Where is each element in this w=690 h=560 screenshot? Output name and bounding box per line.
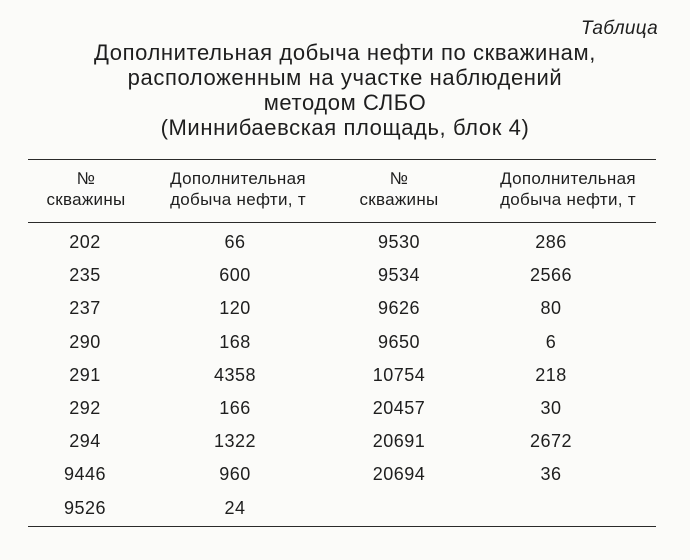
title-line: методом СЛБО: [263, 90, 427, 115]
table-cell: 294: [69, 431, 101, 452]
table-cell: 960: [219, 464, 251, 485]
table-cell: 292: [69, 397, 101, 418]
table-cell: 9446: [63, 464, 107, 485]
table-cell: 2566: [529, 265, 573, 286]
table-cell: 30: [540, 397, 562, 418]
table-cell: 80: [540, 298, 562, 319]
table-cell: 290: [69, 331, 101, 352]
header-extra-oil-right: Дополнительная добыча нефти, т: [500, 169, 636, 209]
table-cell: 24: [224, 497, 246, 518]
table-cell: 237: [69, 298, 101, 319]
table-cell: 168: [219, 331, 251, 352]
table-cell: 286: [535, 232, 567, 252]
table-cell: 9530: [377, 232, 421, 252]
table-cell: 166: [219, 397, 251, 418]
table-cell: 10754: [372, 364, 426, 385]
table-title: [0, 40, 690, 140]
column-well-number-right: [340, 226, 458, 492]
column-extra-oil-left: [180, 226, 290, 525]
table-cell: 4358: [213, 364, 257, 385]
table-cell: 2672: [529, 431, 573, 452]
title-line: (Миннибаевская площадь, блок 4): [160, 115, 530, 140]
table-top-rule: [28, 159, 656, 160]
table-cell: 9626: [377, 298, 421, 319]
table-cell: 1322: [213, 431, 257, 452]
table-cell: 36: [540, 464, 562, 485]
title-line: расположенным на участке наблюдений: [127, 65, 563, 90]
table-cell: 291: [69, 364, 101, 385]
table-header-rule: [28, 222, 656, 223]
column-extra-oil-right: [496, 226, 606, 492]
table-cell: 9526: [63, 497, 107, 518]
header-well-number-right: № скважины: [359, 169, 439, 209]
table-cell: 600: [219, 265, 251, 286]
table-cell: 235: [69, 265, 101, 286]
table-cell: 20457: [372, 397, 426, 418]
header-well-number-left: № скважины: [46, 169, 126, 209]
table-cell: 66: [224, 232, 246, 252]
title-line: Дополнительная добыча нефти по скважинам,: [94, 40, 596, 65]
column-well-number-left: [40, 226, 130, 525]
table-label: Таблица: [580, 18, 658, 39]
table-cell: 20694: [372, 464, 426, 485]
table-cell: 120: [219, 298, 251, 319]
table-cell: 9534: [377, 265, 421, 286]
table-bottom-rule: [28, 526, 656, 527]
table-cell: 202: [69, 232, 101, 252]
table-cell: 9650: [377, 331, 421, 352]
table-cell: 6: [545, 331, 557, 352]
table-cell: 218: [535, 364, 567, 385]
header-extra-oil-left: Дополнительная добыча нефти, т: [170, 169, 306, 209]
table-cell: 20691: [372, 431, 426, 452]
